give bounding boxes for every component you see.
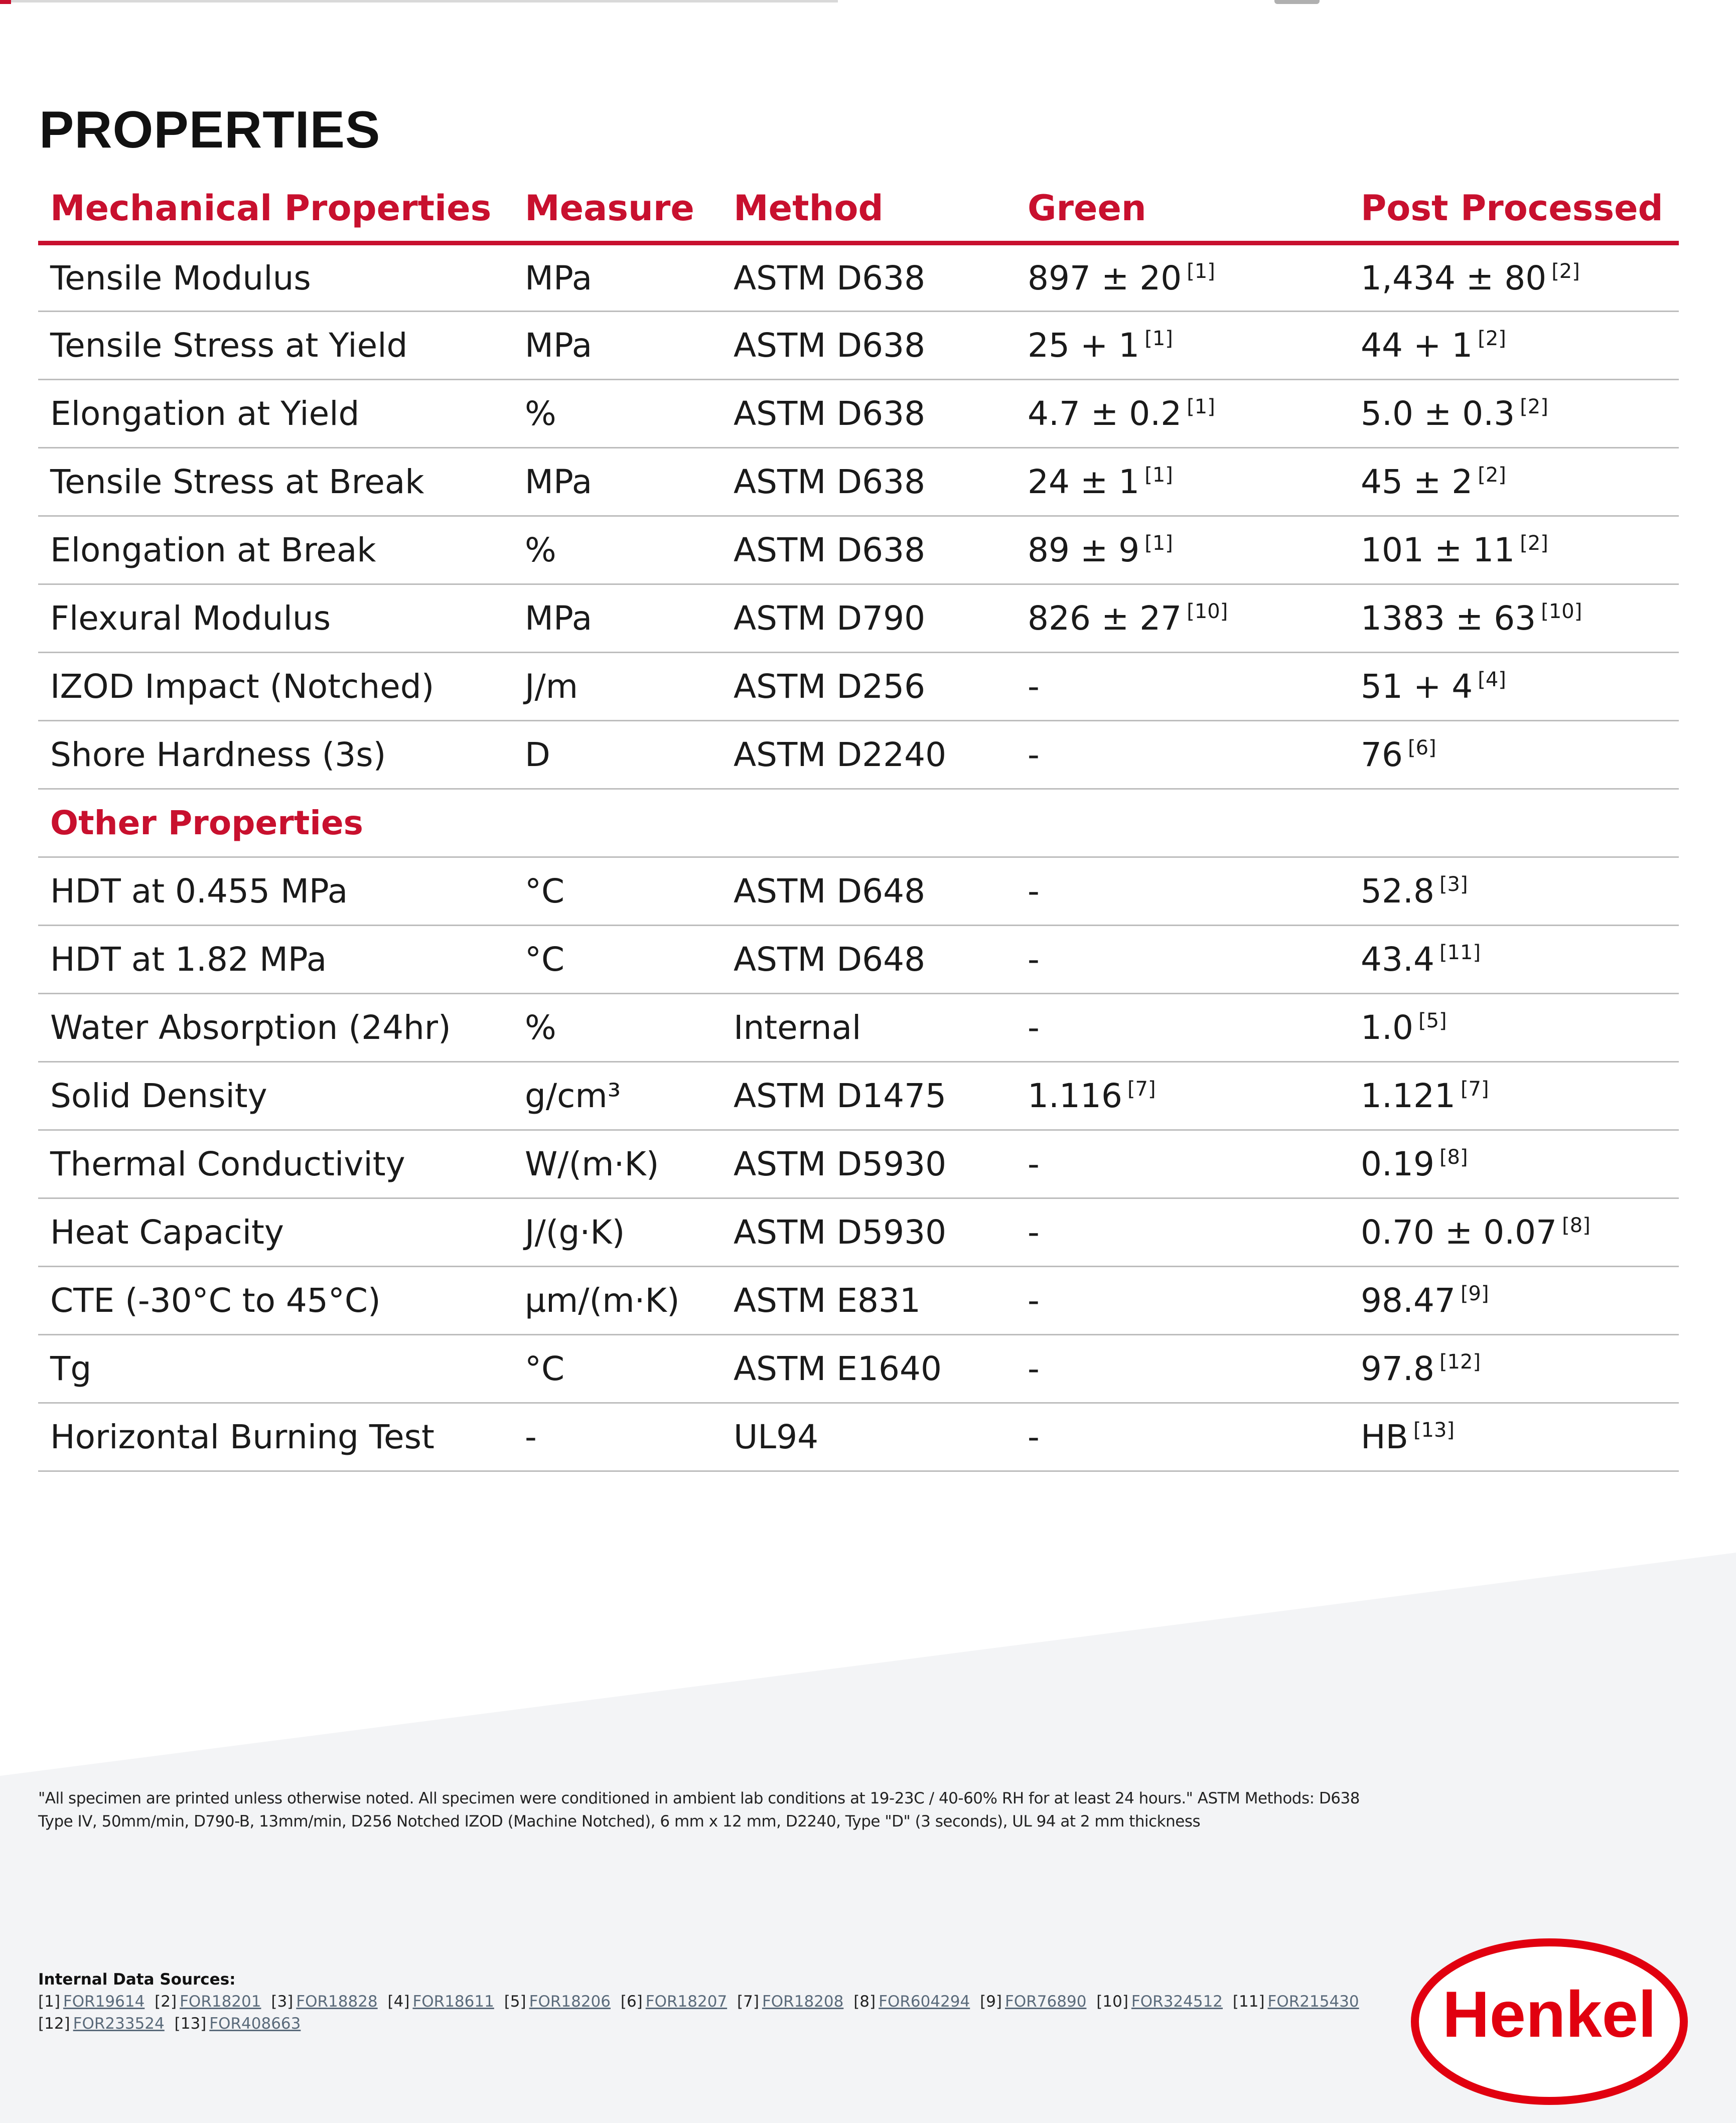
table-row — [38, 721, 1679, 789]
post-processed-cell-value: 1.121 — [1361, 1077, 1456, 1115]
source-link[interactable]: FOR324512 — [1131, 1993, 1223, 2011]
green-cell-value: - — [1028, 735, 1040, 774]
property-cell-value: Tensile Modulus — [50, 258, 311, 297]
post-processed-cell — [1349, 653, 1679, 721]
source-link[interactable]: FOR18208 — [762, 1993, 844, 2011]
reference-marker: [2] — [1551, 259, 1580, 283]
other-properties-heading — [38, 789, 1679, 857]
method-cell — [721, 1403, 1016, 1471]
method-cell — [721, 584, 1016, 653]
reference-marker: [1] — [1144, 327, 1173, 350]
green-cell — [1016, 1198, 1349, 1267]
post-processed-cell-value: 1.0 — [1361, 1008, 1413, 1047]
method-cell-value: ASTM E1640 — [734, 1349, 942, 1388]
reference-marker: [10] — [1541, 600, 1582, 623]
measure-cell-value: - — [525, 1418, 537, 1456]
reference-marker: [4] — [1478, 668, 1506, 691]
green-cell — [1016, 380, 1349, 448]
measure-cell — [513, 926, 721, 994]
source-link[interactable]: FOR18207 — [645, 1993, 728, 2011]
source-number: [8] — [853, 1993, 876, 2011]
property-cell-value: Tg — [50, 1349, 92, 1388]
table-row — [38, 994, 1679, 1062]
post-processed-cell-value: 43.4 — [1361, 940, 1434, 979]
source-item — [853, 1993, 970, 2011]
method-cell-value: ASTM D5930 — [734, 1213, 947, 1252]
property-cell-value: Heat Capacity — [50, 1213, 284, 1252]
green-cell — [1016, 516, 1349, 584]
property-cell — [38, 1198, 513, 1267]
method-cell-value: ASTM D5930 — [734, 1145, 947, 1183]
table-row — [38, 380, 1679, 448]
post-processed-cell-value: 0.70 ± 0.07 — [1361, 1213, 1557, 1252]
method-cell-value: ASTM D638 — [734, 394, 926, 433]
post-processed-cell-value: 98.47 — [1361, 1281, 1456, 1320]
henkel-logo — [1409, 1936, 1690, 2107]
reference-marker: [2] — [1478, 327, 1506, 350]
measure-cell — [513, 1335, 721, 1403]
green-cell — [1016, 1335, 1349, 1403]
property-cell — [38, 1267, 513, 1335]
property-cell-value: Shore Hardness (3s) — [50, 735, 386, 774]
method-cell-value: ASTM D1475 — [734, 1077, 947, 1115]
property-cell-value: Thermal Conductivity — [50, 1145, 405, 1183]
post-processed-cell-value: 51 + 4 — [1361, 667, 1473, 706]
method-cell-value: ASTM E831 — [734, 1281, 921, 1320]
method-cell — [721, 926, 1016, 994]
source-number: [1] — [38, 1993, 60, 2011]
green-cell — [1016, 448, 1349, 516]
source-link[interactable]: FOR233524 — [73, 2015, 165, 2033]
post-processed-cell — [1349, 1062, 1679, 1130]
measure-cell — [513, 312, 721, 380]
reference-marker: [11] — [1439, 941, 1481, 964]
green-cell-value: - — [1028, 667, 1040, 706]
page-title: PROPERTIES — [39, 101, 381, 159]
measure-cell — [513, 994, 721, 1062]
reference-marker: [1] — [1144, 464, 1173, 487]
source-link[interactable]: FOR19614 — [63, 1993, 145, 2011]
method-cell-value: ASTM D648 — [734, 872, 926, 911]
property-cell-value: Elongation at Break — [50, 531, 376, 569]
table-row — [38, 1198, 1679, 1267]
header-property: Mechanical Properties — [38, 176, 513, 243]
reference-marker: [10] — [1187, 600, 1228, 623]
reference-marker: [2] — [1520, 532, 1548, 555]
measure-cell-value: MPa — [525, 599, 593, 638]
measure-cell — [513, 243, 721, 312]
post-processed-cell — [1349, 380, 1679, 448]
property-cell — [38, 1335, 513, 1403]
method-cell — [721, 448, 1016, 516]
source-link[interactable]: FOR215430 — [1267, 1993, 1359, 2011]
reference-marker: [1] — [1187, 395, 1215, 418]
source-item — [1233, 1993, 1359, 2011]
post-processed-cell — [1349, 1335, 1679, 1403]
measure-cell-value: MPa — [525, 326, 593, 365]
source-number: [7] — [737, 1993, 759, 2011]
reference-marker: [9] — [1460, 1282, 1489, 1305]
method-cell — [721, 857, 1016, 926]
method-cell-value: ASTM D790 — [734, 599, 926, 638]
post-processed-cell-value: 101 ± 11 — [1361, 531, 1515, 569]
post-processed-cell-value: 1,434 ± 80 — [1361, 258, 1547, 297]
post-processed-cell — [1349, 243, 1679, 312]
method-cell — [721, 1198, 1016, 1267]
source-item — [271, 1993, 377, 2011]
reference-marker: [5] — [1418, 1009, 1447, 1032]
green-cell-value: - — [1028, 1008, 1040, 1047]
property-cell — [38, 448, 513, 516]
section-row — [38, 789, 1679, 857]
post-processed-cell — [1349, 721, 1679, 789]
measure-cell — [513, 1267, 721, 1335]
measure-cell — [513, 721, 721, 789]
table-row — [38, 312, 1679, 380]
measure-cell — [513, 1198, 721, 1267]
post-processed-cell — [1349, 926, 1679, 994]
table-row — [38, 1267, 1679, 1335]
measure-cell-value: MPa — [525, 463, 593, 501]
property-cell — [38, 926, 513, 994]
property-cell — [38, 584, 513, 653]
measure-cell — [513, 1403, 721, 1471]
green-cell-value: 25 + 1 — [1028, 326, 1140, 365]
method-cell — [721, 721, 1016, 789]
table-row — [38, 1062, 1679, 1130]
measure-cell-value: D — [525, 735, 550, 774]
property-cell — [38, 243, 513, 312]
green-cell-value: - — [1028, 1418, 1040, 1456]
table-row — [38, 1130, 1679, 1198]
source-number: [4] — [387, 1993, 410, 2011]
footnote: "All specimen are printed unless otherwise noted. All specimen were conditioned in ambient lab conditions at 19-23C / 40-60% RH for at least 24 hours." ASTM Methods: D638 Type IV, 50mm/min, D790-B, 13mm/min, D256 Notched IZOD (Machine Notched), 6 mm x 12 mm, D2240, Type "D" (3 seconds), UL 94 at 2 mm thickness — [38, 1789, 1360, 1831]
post-processed-cell-value: 76 — [1361, 735, 1403, 774]
table-row — [38, 516, 1679, 584]
reference-marker: [3] — [1439, 873, 1468, 896]
reference-marker: [13] — [1413, 1419, 1455, 1442]
method-cell-value: Internal — [734, 1008, 861, 1047]
green-cell-value: 1.116 — [1028, 1077, 1122, 1115]
source-number: [12] — [38, 2015, 70, 2033]
source-item — [388, 1993, 494, 2011]
property-cell — [38, 994, 513, 1062]
method-cell — [721, 994, 1016, 1062]
measure-cell-value: °C — [525, 1349, 565, 1388]
source-item — [38, 2015, 165, 2033]
green-cell — [1016, 243, 1349, 312]
green-cell — [1016, 994, 1349, 1062]
measure-cell — [513, 380, 721, 448]
green-cell-value: 89 ± 9 — [1028, 531, 1140, 569]
source-link[interactable]: FOR408663 — [209, 2015, 301, 2033]
post-processed-cell — [1349, 1403, 1679, 1471]
source-link[interactable]: FOR18201 — [180, 1993, 261, 2011]
source-item — [980, 1993, 1086, 2011]
measure-cell — [513, 1130, 721, 1198]
source-item — [175, 2015, 301, 2033]
post-processed-cell-value: 45 ± 2 — [1361, 463, 1473, 501]
reference-marker: [2] — [1478, 464, 1506, 487]
source-number: [9] — [980, 1993, 1002, 2011]
measure-cell-value: µm/(m·K) — [525, 1281, 680, 1320]
property-cell-value: Horizontal Burning Test — [50, 1418, 435, 1456]
green-cell — [1016, 1403, 1349, 1471]
header-method: Method — [721, 176, 1016, 243]
reference-marker: [2] — [1520, 395, 1548, 418]
green-cell — [1016, 584, 1349, 653]
properties-table — [38, 176, 1679, 1472]
green-cell — [1016, 1130, 1349, 1198]
reference-marker: [8] — [1562, 1214, 1590, 1237]
post-processed-cell-value: HB — [1361, 1418, 1408, 1456]
source-item — [621, 1993, 727, 2011]
green-cell — [1016, 653, 1349, 721]
table-row — [38, 584, 1679, 653]
green-cell-value: - — [1028, 1145, 1040, 1183]
top-mark — [1274, 0, 1320, 4]
method-cell — [721, 1335, 1016, 1403]
method-cell-value: UL94 — [734, 1418, 819, 1456]
post-processed-cell — [1349, 516, 1679, 584]
table-row — [38, 243, 1679, 312]
source-link[interactable]: FOR18206 — [529, 1993, 611, 2011]
source-link[interactable]: FOR18828 — [296, 1993, 378, 2011]
reference-marker: [7] — [1460, 1078, 1489, 1101]
reference-marker: [7] — [1127, 1078, 1156, 1101]
method-cell-value: ASTM D2240 — [734, 735, 947, 774]
property-cell-value: HDT at 0.455 MPa — [50, 872, 348, 911]
green-cell — [1016, 857, 1349, 926]
method-cell — [721, 1062, 1016, 1130]
post-processed-cell — [1349, 312, 1679, 380]
source-item — [737, 1993, 843, 2011]
post-processed-cell — [1349, 448, 1679, 516]
green-cell — [1016, 926, 1349, 994]
top-rule — [0, 0, 838, 3]
post-processed-cell — [1349, 1198, 1679, 1267]
post-processed-cell-value: 1383 ± 63 — [1361, 599, 1536, 638]
green-cell — [1016, 1062, 1349, 1130]
property-cell — [38, 1062, 513, 1130]
property-cell-value: Flexural Modulus — [50, 599, 331, 638]
source-item — [38, 1993, 144, 2011]
method-cell-value: ASTM D638 — [734, 463, 926, 501]
post-processed-cell-value: 97.8 — [1361, 1349, 1434, 1388]
property-cell — [38, 380, 513, 448]
sources-title: Internal Data Sources: — [38, 1970, 236, 1989]
post-processed-cell-value: 5.0 ± 0.3 — [1361, 394, 1515, 433]
measure-cell — [513, 584, 721, 653]
source-number: [6] — [620, 1993, 643, 2011]
post-processed-cell — [1349, 994, 1679, 1062]
post-processed-cell — [1349, 857, 1679, 926]
source-number: [5] — [504, 1993, 526, 2011]
property-cell-value: Water Absorption (24hr) — [50, 1008, 451, 1047]
property-cell — [38, 857, 513, 926]
method-cell — [721, 1130, 1016, 1198]
post-processed-cell — [1349, 584, 1679, 653]
method-cell-value: ASTM D638 — [734, 531, 926, 569]
method-cell-value: ASTM D638 — [734, 258, 926, 297]
measure-cell — [513, 857, 721, 926]
measure-cell — [513, 448, 721, 516]
property-cell — [38, 1130, 513, 1198]
table-row — [38, 1335, 1679, 1403]
property-cell-value: IZOD Impact (Notched) — [50, 667, 435, 706]
table-header — [38, 176, 1679, 243]
method-cell-value: ASTM D256 — [734, 667, 926, 706]
green-cell — [1016, 1267, 1349, 1335]
post-processed-cell — [1349, 1130, 1679, 1198]
measure-cell-value: % — [525, 394, 556, 433]
source-link[interactable]: FOR18611 — [412, 1993, 494, 2011]
green-cell-value: - — [1028, 1213, 1040, 1252]
method-cell — [721, 380, 1016, 448]
reference-marker: [8] — [1439, 1146, 1468, 1169]
header-green: Green — [1016, 176, 1349, 243]
green-cell-value: - — [1028, 872, 1040, 911]
reference-marker: [1] — [1187, 259, 1215, 283]
property-cell — [38, 516, 513, 584]
other-properties-body — [38, 857, 1679, 1471]
method-cell — [721, 516, 1016, 584]
source-number: [2] — [155, 1993, 177, 2011]
reference-marker: [1] — [1144, 532, 1173, 555]
green-cell-value: - — [1028, 940, 1040, 979]
method-cell — [721, 312, 1016, 380]
method-cell-value: ASTM D638 — [734, 326, 926, 365]
method-cell — [721, 1267, 1016, 1335]
table-row — [38, 1403, 1679, 1471]
source-item — [1096, 1993, 1223, 2011]
reference-marker: [12] — [1439, 1350, 1481, 1374]
source-number: [11] — [1232, 1993, 1265, 2011]
table-row — [38, 926, 1679, 994]
header-measure: Measure — [513, 176, 721, 243]
table-row — [38, 653, 1679, 721]
measure-cell-value: % — [525, 1008, 556, 1047]
measure-cell — [513, 1062, 721, 1130]
post-processed-cell-value: 44 + 1 — [1361, 326, 1473, 365]
reference-marker: [6] — [1407, 736, 1436, 760]
property-cell-value: HDT at 1.82 MPa — [50, 940, 327, 979]
method-cell — [721, 243, 1016, 312]
other-properties-title: Other Properties — [38, 789, 1679, 857]
green-cell — [1016, 721, 1349, 789]
property-cell-value: Solid Density — [50, 1077, 267, 1115]
property-cell — [38, 653, 513, 721]
measure-cell — [513, 516, 721, 584]
source-link[interactable]: FOR76890 — [1005, 1993, 1087, 2011]
measure-cell-value: % — [525, 531, 556, 569]
table-row — [38, 857, 1679, 926]
property-cell-value: CTE (-30°C to 45°C) — [50, 1281, 381, 1320]
method-cell — [721, 653, 1016, 721]
measure-cell-value: °C — [525, 872, 565, 911]
measure-cell-value: W/(m·K) — [525, 1145, 659, 1183]
measure-cell-value: MPa — [525, 258, 593, 297]
green-cell-value: 897 ± 20 — [1028, 258, 1182, 297]
measure-cell-value: g/cm³ — [525, 1077, 621, 1115]
property-cell-value: Tensile Stress at Yield — [50, 326, 408, 365]
measure-cell-value: J/(g·K) — [525, 1213, 625, 1252]
mechanical-properties-body — [38, 243, 1679, 789]
green-cell-value: - — [1028, 1349, 1040, 1388]
header-post-processed: Post Processed — [1349, 176, 1679, 243]
green-cell-value: 4.7 ± 0.2 — [1028, 394, 1182, 433]
property-cell-value: Tensile Stress at Break — [50, 463, 424, 501]
green-cell-value: - — [1028, 1281, 1040, 1320]
top-rule-accent — [0, 0, 11, 4]
source-number: [3] — [271, 1993, 294, 2011]
method-cell-value: ASTM D648 — [734, 940, 926, 979]
logo-text: Henkel — [1442, 1978, 1657, 2051]
source-link[interactable]: FOR604294 — [879, 1993, 970, 2011]
source-item — [155, 1993, 261, 2011]
green-cell — [1016, 312, 1349, 380]
post-processed-cell-value: 0.19 — [1361, 1145, 1434, 1183]
green-cell-value: 826 ± 27 — [1028, 599, 1182, 638]
table-row — [38, 448, 1679, 516]
measure-cell-value: J/m — [525, 667, 578, 706]
property-cell — [38, 312, 513, 380]
green-cell-value: 24 ± 1 — [1028, 463, 1140, 501]
sources-list — [38, 1991, 1433, 2035]
property-cell — [38, 721, 513, 789]
measure-cell-value: °C — [525, 940, 565, 979]
source-number: [13] — [174, 2015, 207, 2033]
property-cell-value: Elongation at Yield — [50, 394, 360, 433]
source-item — [504, 1993, 611, 2011]
source-number: [10] — [1096, 1993, 1128, 2011]
post-processed-cell-value: 52.8 — [1361, 872, 1434, 911]
property-cell — [38, 1403, 513, 1471]
measure-cell — [513, 653, 721, 721]
post-processed-cell — [1349, 1267, 1679, 1335]
